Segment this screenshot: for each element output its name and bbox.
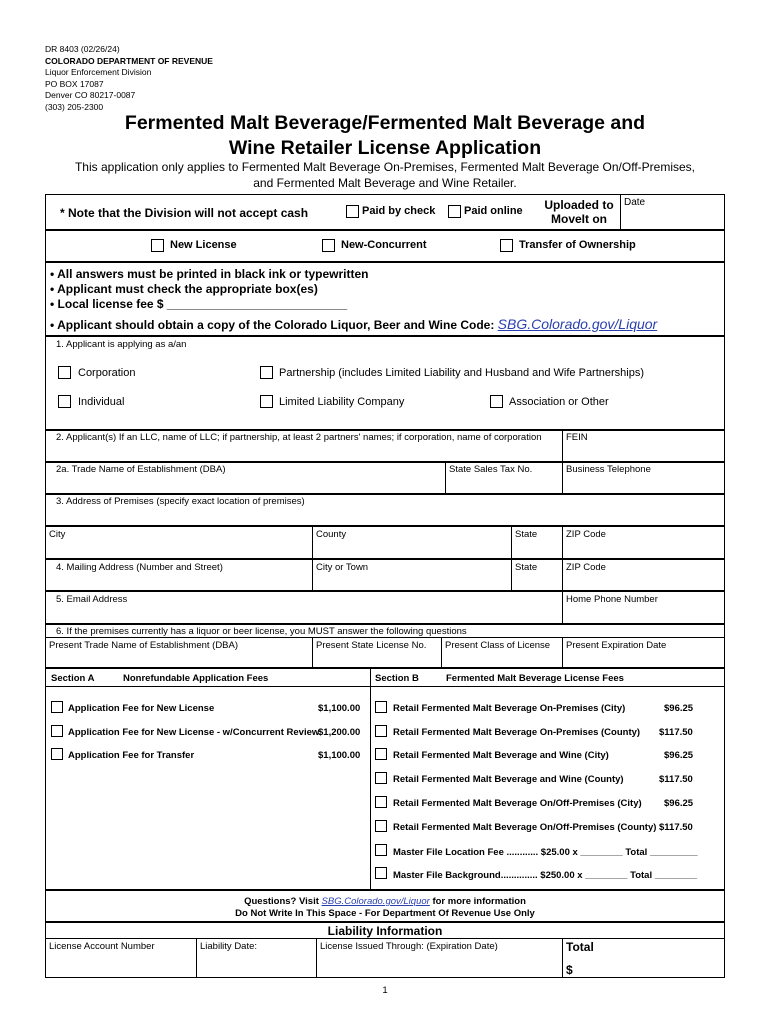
q2-label: 2. Applicant(s) If an LLC, name of LLC; if partnership, at least 2 partners' names; if corporation, name of corporation xyxy=(56,432,542,443)
fee-wine-county-checkbox[interactable] xyxy=(375,772,387,784)
q5-label: 5. Email Address xyxy=(56,594,128,605)
title-line-1: Fermented Malt Beverage/Fermented Malt Beverage and xyxy=(124,112,646,134)
new-license-checkbox[interactable] xyxy=(151,239,164,252)
corporation-label: Corporation xyxy=(78,367,136,379)
fee-wine-county-amount: $117.50 xyxy=(659,774,693,785)
fee-wine-city-checkbox[interactable] xyxy=(375,748,387,760)
date-label: Date xyxy=(624,197,646,208)
sales-tax-label: State Sales Tax No. xyxy=(449,464,533,475)
premises-city-label: City xyxy=(49,529,66,540)
section-a-label: Section A xyxy=(51,673,95,684)
paid-by-check-label: Paid by check xyxy=(362,205,436,217)
fee-on-premises-city-amount: $96.25 xyxy=(664,703,694,714)
license-account-label: License Account Number xyxy=(49,941,155,952)
license-issued-label: License Issued Through: (Expiration Date) xyxy=(320,941,498,952)
fee-wine-city-label: Retail Fermented Malt Beverage and Wine (City) xyxy=(393,750,609,761)
uploaded-line-1: Uploaded to xyxy=(544,198,614,212)
home-phone-label: Home Phone Number xyxy=(566,594,658,605)
association-label: Association or Other xyxy=(509,396,609,408)
fee-on-off-county-label: Retail Fermented Malt Beverage On/Off-Premises (County) xyxy=(393,822,657,833)
fee-transfer-label: Application Fee for Transfer xyxy=(68,750,195,761)
association-checkbox[interactable] xyxy=(490,395,503,408)
paid-online-label: Paid online xyxy=(464,205,523,217)
partnership-label: Partnership (includes Limited Liability and Husband and Wife Partnerships) xyxy=(279,367,645,379)
q1-box xyxy=(45,336,725,430)
subtitle-line-1: This application only applies to Fermented Malt Beverage On-Premises, Fermented Malt Beverage On/Off-Premises, xyxy=(74,160,696,174)
new-concurrent-checkbox[interactable] xyxy=(322,239,335,252)
fee-wine-city-amount: $96.25 xyxy=(664,750,694,761)
present-license-no-label: Present State License No. xyxy=(316,640,427,651)
page-number: 1 xyxy=(382,985,388,996)
business-phone-label: Business Telephone xyxy=(566,464,651,475)
uploaded-line-2: MoveIt on xyxy=(551,212,607,226)
master-file-background-checkbox[interactable] xyxy=(375,867,387,879)
subtitle-line-2: and Fermented Malt Beverage and Wine Retailer. xyxy=(253,175,517,190)
total-label: Total xyxy=(566,940,594,954)
fee-on-premises-city-checkbox[interactable] xyxy=(375,701,387,713)
uploaded-label xyxy=(542,198,616,226)
master-file-location-checkbox[interactable] xyxy=(375,844,387,856)
fee-transfer-checkbox[interactable] xyxy=(51,748,63,760)
new-concurrent-label: New-Concurrent xyxy=(341,239,427,251)
city-address: Denver CO 80217-0087 xyxy=(45,90,136,100)
no-cash-note: * Note that the Division will not accept cash xyxy=(60,206,309,220)
premises-zip-label: ZIP Code xyxy=(566,529,606,540)
premises-county-label: County xyxy=(316,529,347,540)
corporation-checkbox[interactable] xyxy=(58,366,71,379)
fee-on-premises-city-label: Retail Fermented Malt Beverage On-Premises (City) xyxy=(393,703,626,714)
fee-new-license-amount: $1,100.00 xyxy=(318,703,361,714)
page-title xyxy=(0,111,770,161)
fee-on-premises-county-amount: $117.50 xyxy=(659,727,693,738)
liability-title: Liability Information xyxy=(327,924,443,938)
fee-new-license-checkbox[interactable] xyxy=(51,701,63,713)
total-dollar: $ xyxy=(566,963,573,977)
form-id: DR 8403 (02/26/24) xyxy=(45,44,120,54)
present-class-label: Present Class of License xyxy=(445,640,551,651)
mailing-state-label: State xyxy=(515,562,538,573)
agency-header xyxy=(45,44,213,113)
present-expiration-label: Present Expiration Date xyxy=(566,640,667,651)
page-subtitle xyxy=(40,160,730,191)
section-b-title: Fermented Malt Beverage License Fees xyxy=(446,673,624,684)
fee-concurrent-label: Application Fee for New License - w/Concurrent Review xyxy=(68,727,320,738)
fee-on-premises-county-label: Retail Fermented Malt Beverage On-Premises (County) xyxy=(393,727,641,738)
fee-on-off-city-label: Retail Fermented Malt Beverage On/Off-Premises (City) xyxy=(393,798,642,809)
fee-wine-county-label: Retail Fermented Malt Beverage and Wine (County) xyxy=(393,774,624,785)
mailing-zip-label: ZIP Code xyxy=(566,562,606,573)
llc-label: Limited Liability Company xyxy=(279,396,405,408)
present-trade-name-label: Present Trade Name of Establishment (DBA) xyxy=(49,640,239,651)
questions-line xyxy=(45,896,725,907)
questions-link[interactable]: SBG.Colorado.gov/Liquor xyxy=(321,896,430,907)
instruction-code xyxy=(50,316,657,332)
liquor-code-link[interactable]: SBG.Colorado.gov/Liquor xyxy=(497,316,658,332)
section-b-label: Section B xyxy=(375,673,419,684)
fee-new-license-label: Application Fee for New License xyxy=(68,703,215,714)
transfer-checkbox[interactable] xyxy=(500,239,513,252)
instruction-ink: • All answers must be printed in black ink or typewritten xyxy=(50,267,369,281)
fee-on-premises-county-checkbox[interactable] xyxy=(375,725,387,737)
q3-label: 3. Address of Premises (specify exact location of premises) xyxy=(56,496,305,507)
master-file-background-label: Master File Background.............. $250.00 x ________ Total ________ xyxy=(393,870,697,881)
individual-checkbox[interactable] xyxy=(58,395,71,408)
questions-post-text: for more information xyxy=(429,896,526,907)
premises-city-row[interactable] xyxy=(45,526,725,559)
questions-text: Questions? Visit xyxy=(244,896,322,907)
new-license-label: New License xyxy=(170,239,237,251)
paid-by-check-checkbox[interactable] xyxy=(346,205,359,218)
instruction-local-fee: • Local license fee $ ___________________________ xyxy=(50,297,348,311)
llc-checkbox[interactable] xyxy=(260,395,273,408)
q2a-label: 2a. Trade Name of Establishment (DBA) xyxy=(56,464,226,475)
transfer-label: Transfer of Ownership xyxy=(519,239,636,251)
individual-label: Individual xyxy=(78,396,125,408)
paid-online-checkbox[interactable] xyxy=(448,205,461,218)
mailing-city-label: City or Town xyxy=(316,562,369,573)
division-name: Liquor Enforcement Division xyxy=(45,67,152,77)
po-box: PO BOX 17087 xyxy=(45,78,104,89)
q4-label: 4. Mailing Address (Number and Street) xyxy=(56,562,223,573)
department-name: COLORADO DEPARTMENT OF REVENUE xyxy=(45,55,213,66)
fee-transfer-amount: $1,100.00 xyxy=(318,750,361,761)
fee-on-off-county-checkbox[interactable] xyxy=(375,820,387,832)
liability-date-label: Liability Date: xyxy=(200,941,258,952)
agency-phone: (303) 205-2300 xyxy=(45,101,104,112)
fee-concurrent-checkbox[interactable] xyxy=(51,725,63,737)
instruction-code-text: • Applicant should obtain a copy of the Colorado Liquor, Beer and Wine Code: xyxy=(50,318,498,332)
fein-label: FEIN xyxy=(566,432,588,443)
fee-concurrent-amount: $1,200.00 xyxy=(318,727,361,738)
fee-on-off-city-checkbox[interactable] xyxy=(375,796,387,808)
fee-on-off-city-amount: $96.25 xyxy=(664,798,694,809)
premises-state-label: State xyxy=(515,529,538,540)
title-line-2: Wine Retailer License Application xyxy=(228,137,542,159)
q6-label: 6. If the premises currently has a liquor or beer license, you MUST answer the following questions xyxy=(56,626,467,637)
fee-on-off-county-amount: $117.50 xyxy=(659,822,693,833)
section-a-title: Nonrefundable Application Fees xyxy=(123,673,269,684)
do-not-write-note: Do Not Write In This Space - For Department Of Revenue Use Only xyxy=(235,908,535,919)
instruction-check: • Applicant must check the appropriate box(es) xyxy=(50,282,318,296)
partnership-checkbox[interactable] xyxy=(260,366,273,379)
master-file-location-label: Master File Location Fee ............ $25.00 x ________ Total _________ xyxy=(393,847,698,858)
q1-label: 1. Applicant is applying as a/an xyxy=(56,339,187,350)
